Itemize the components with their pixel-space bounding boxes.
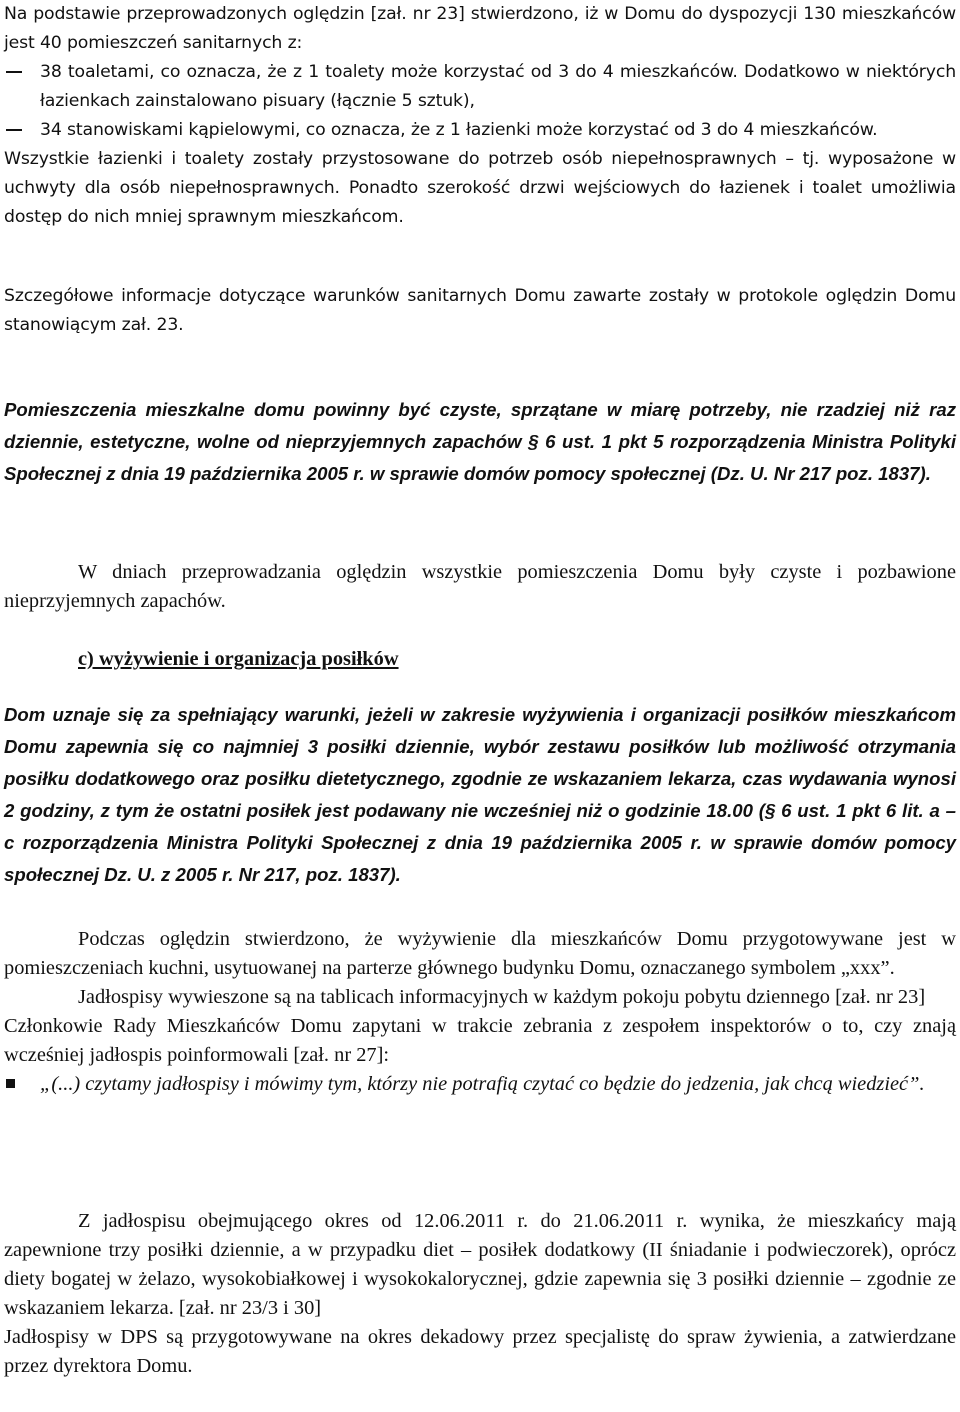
bathrooms-item: 34 stanowiskami kąpielowymi, co oznacza, że z 1 łazienki może korzystać od 3 do 4 mieszkańców. (4, 116, 956, 145)
bullet-icon (6, 1079, 15, 1088)
council-quote (4, 1070, 956, 1099)
menu-analysis (4, 1207, 956, 1381)
sanitary-section (4, 0, 956, 232)
nutrition-standard: Dom uznaje się za spełniający warunki, jeżeli w zakresie wyżywienia i organizacji posiłków mieszkańcom Domu zapewnia się co najmniej 3 posiłki dziennie, wybór zestawu posiłków lub możliwość otrzymania posiłku dodatkowego oraz posiłku dietetycznego, zgodnie ze wskazaniem lekarza, czas wydawania wynosi 2 godziny, z tym że ostatni posiłek jest podawany nie wcześniej niż o godzinie 18.00 (§ 6 ust. 1 pkt 6 lit. a – c rozporządzenia Ministra Polityki Społecznej z dnia 19 października 2005 r. w sprawie domów pomocy społecznej Dz. U. z 2005 r. Nr 217, poz. 1837). (4, 704, 956, 885)
cleanliness-standard: Pomieszczenia mieszkalne domu powinny być czyste, sprzątane w miarę potrzeby, nie rzadziej niż raz dziennie, estetyczne, wolne od nieprzyjemnych zapachów § 6 ust. 1 pkt 5 rozporządzenia Ministra Polityki Społecznej z dnia 19 października 2005 r. w sprawie domów pomocy społecznej (Dz. U. Nr 217 poz. 1837). (4, 399, 956, 484)
section-heading: c) wyżywienie i organizacja posiłków (78, 648, 399, 670)
accessibility-paragraph: Wszystkie łazienki i toalety zostały przystosowane do potrzeb osób niepełnosprawnych – tj. wyposażone w uchwyty dla osób niepełnosprawnych. Ponadto szerokość drzwi wejściowych do łazienek i toalet umożliwia dostęp do nich mniej sprawnym mieszkańcom. (4, 149, 956, 227)
menu-period-paragraph: Z jadłospisu obejmującego okres od 12.06.2011 r. do 21.06.2011 r. wynika, że mieszkańcy mają zapewnione trzy posiłki dziennie, a w przypadku diet – posiłek dodatkowy (II śniadanie i podwieczorek), oprócz diety bogatej w żelazo, wysokobiałkowej i wysokokalorycznej, gdzie zapewnia się 3 posiłki dziennie – zgodnie ze wskazaniem lekarza. [zał. nr 23/3 i 30] (4, 1210, 956, 1319)
nutrition-findings (4, 925, 956, 1099)
sanitary-details-paragraph: Szczegółowe informacje dotyczące warunków sanitarnych Domu zawarte zostały w protokole oględzin Domu stanowiącym zał. 23. (4, 286, 956, 335)
kitchen-paragraph: Podczas oględzin stwierdzono, że wyżywienie dla mieszkańców Domu przygotowywane jest w pomieszczeniach kuchni, usytuowanej na parterze głównego budynku Domu, oznaczanego symbolem „xxx”. (4, 928, 956, 979)
menu-preparation-paragraph: Jadłospisy w DPS są przygotowywane na okres dekadowy przez specjalistę do spraw żywienia, a zatwierdzane przez dyrektora Domu. (4, 1326, 956, 1377)
council-paragraph: Członkowie Rady Mieszkańców Domu zapytani w trakcie zebrania z zespołem inspektorów o to, czy znają wcześniej jadłospis poinformowali [zał. nr 27]: (4, 1015, 956, 1066)
sanitary-intro: Na podstawie przeprowadzonych oględzin [zał. nr 23] stwierdzono, iż w Domu do dyspozycji 130 mieszkańców jest 40 pomieszczeń sanitarnych z: (4, 4, 956, 53)
cleanliness-finding: W dniach przeprowadzania oględzin wszystkie pomieszczenia Domu były czyste i pozbawione nieprzyjemnych zapachów. (4, 561, 956, 612)
menus-paragraph: Jadłospisy wywieszone są na tablicach informacyjnych w każdym pokoju pobytu dziennego [zał. nr 23] (78, 986, 926, 1008)
toilets-item: 38 toaletami, co oznacza, że z 1 toalety może korzystać od 3 do 4 mieszkańców. Dodatkowo w niektórych łazienkach zainstalowano pisuary (łącznie 5 sztuk), (4, 58, 956, 116)
quote-text: „(...) czytamy jadłospisy i mówimy tym, którzy nie potrafią czytać co będzie do jedzenia, jak chcą wiedzieć”. (40, 1073, 925, 1095)
